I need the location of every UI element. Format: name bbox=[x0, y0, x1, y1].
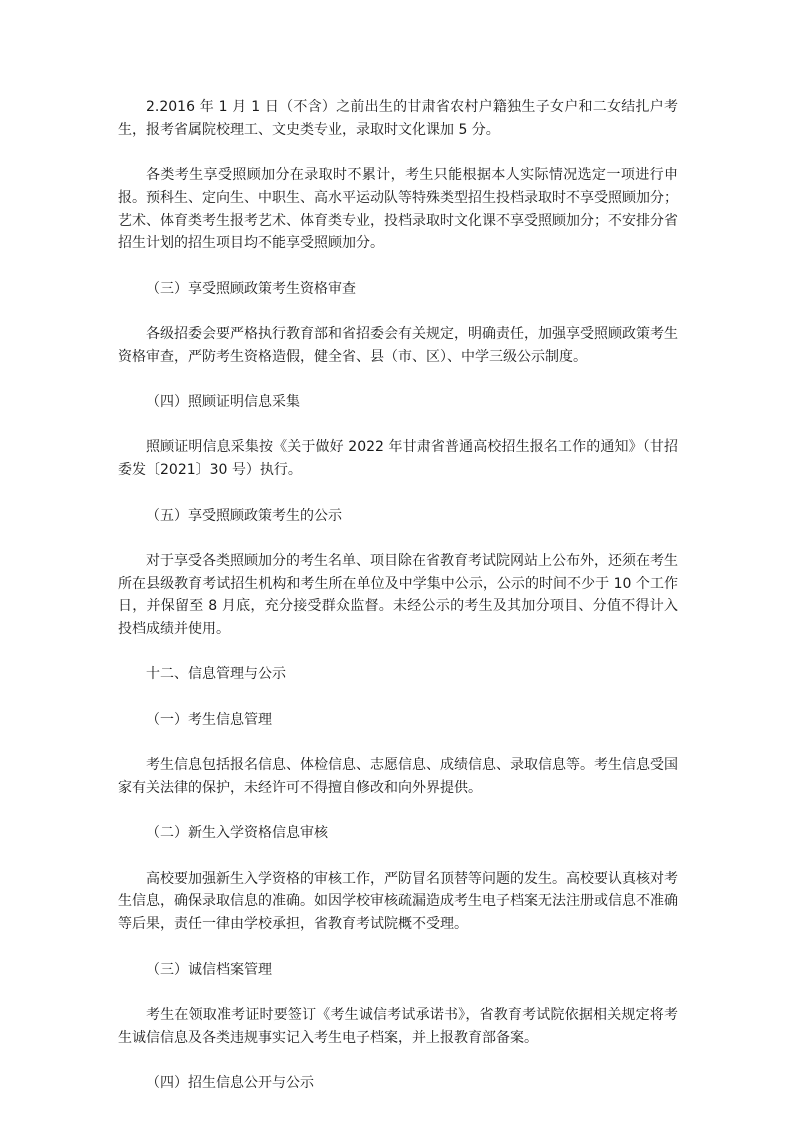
section-heading-integrity-records: （三）诚信档案管理 bbox=[146, 961, 272, 978]
paragraph-spacer bbox=[118, 641, 678, 664]
paragraph-eligibility-review: 各级招委会要严格执行教育部和省招委会有关规定，明确责任，加强享受照顾政策考生资格审查，严防考生资格造假，健全省、县（市、区）、中学三级公示制度。 bbox=[118, 325, 678, 365]
paragraph-candidate-info: 考生信息包括报名信息、体检信息、志愿信息、成绩信息、录取信息等。考生信息受国家有关法律的保护，未经许可不得擅自修改和向外界提供。 bbox=[118, 757, 678, 796]
paragraph-bonus-rule-2: 2.2016 年 1 月 1 日（不含）之前出生的甘肃省农村户籍独生子女户和二女结扎户考生，报考省属院校理工、文史类专业，录取时文化课加 5 分。 bbox=[118, 99, 678, 138]
document-body bbox=[118, 96, 678, 1095]
paragraph-enrollment-review: 高校要加强新生入学资格的审核工作，严防冒名顶替等问题的发生。高校要认真核对考生信息，确保录取信息的准确。如因学校审核疏漏造成考生电子档案无法注册或信息不准确等后果，责任一律由学校承担，省教育考试院概不受理。 bbox=[118, 870, 678, 933]
section-heading-info-disclosure: （四）招生信息公开与公示 bbox=[146, 1075, 314, 1091]
paragraph-spacer bbox=[118, 141, 678, 164]
paragraph-spacer bbox=[118, 368, 678, 391]
section-heading-eligibility-review: （三）享受照顾政策考生资格审查 bbox=[146, 280, 356, 297]
paragraph-spacer bbox=[118, 527, 678, 550]
paragraph-spacer bbox=[118, 981, 678, 1004]
section-heading-candidate-info: （一）考生信息管理 bbox=[146, 711, 272, 728]
paragraph-spacer bbox=[118, 800, 678, 823]
chapter-heading-information-management: 十二、信息管理与公示 bbox=[146, 666, 286, 683]
section-heading-publicity: （五）享受照顾政策考生的公示 bbox=[146, 507, 342, 524]
paragraph-spacer bbox=[118, 936, 678, 959]
paragraph-spacer bbox=[118, 732, 678, 755]
paragraph-spacer bbox=[118, 414, 678, 437]
section-heading-certificate-collection: （四）照顾证明信息采集 bbox=[146, 394, 300, 411]
paragraph-certificate-collection: 照顾证明信息采集按《关于做好 2022 年甘肃省普通高校招生报名工作的通知》（甘招委发〔2021〕30 号）执行。 bbox=[118, 439, 678, 479]
paragraph-integrity-records: 考生在领取准考证时要签订《考生诚信考试承诺书》，省教育考试院依据相关规定将考生诚信信息及各类违规事实记入考生电子档案，并上报教育部备案。 bbox=[118, 1006, 678, 1046]
paragraph-bonus-not-cumulative: 各类考生享受照顾加分在录取时不累计，考生只能根据本人实际情况选定一项进行申报。预科生、定向生、中职生、高水平运动队等特殊类型招生投档录取时不享受照顾加分；艺术、体育类考生报考艺术、体育类专业，投档录取时文化课不享受照顾加分；不安排分省招生计划的招生项目均不能享受照顾加分。 bbox=[118, 167, 678, 252]
paragraph-publicity: 对于享受各类照顾加分的考生名单、项目除在省教育考试院网站上公布外，还须在考生所在县级教育考试招生机构和考生所在单位及中学集中公示，公示的时间不少于 10 个工作日，并保留至 8 月底，充分接受群众监督。未经公示的考生及其加分项目、分值不得计入投档成绩并使用。 bbox=[118, 552, 678, 638]
section-heading-enrollment-review: （二）新生入学资格信息审核 bbox=[146, 825, 328, 842]
paragraph-spacer bbox=[118, 1049, 678, 1072]
paragraph-spacer bbox=[118, 686, 678, 709]
paragraph-spacer bbox=[118, 845, 678, 868]
paragraph-spacer bbox=[118, 255, 678, 278]
paragraph-spacer bbox=[118, 300, 678, 323]
paragraph-spacer bbox=[118, 482, 678, 505]
